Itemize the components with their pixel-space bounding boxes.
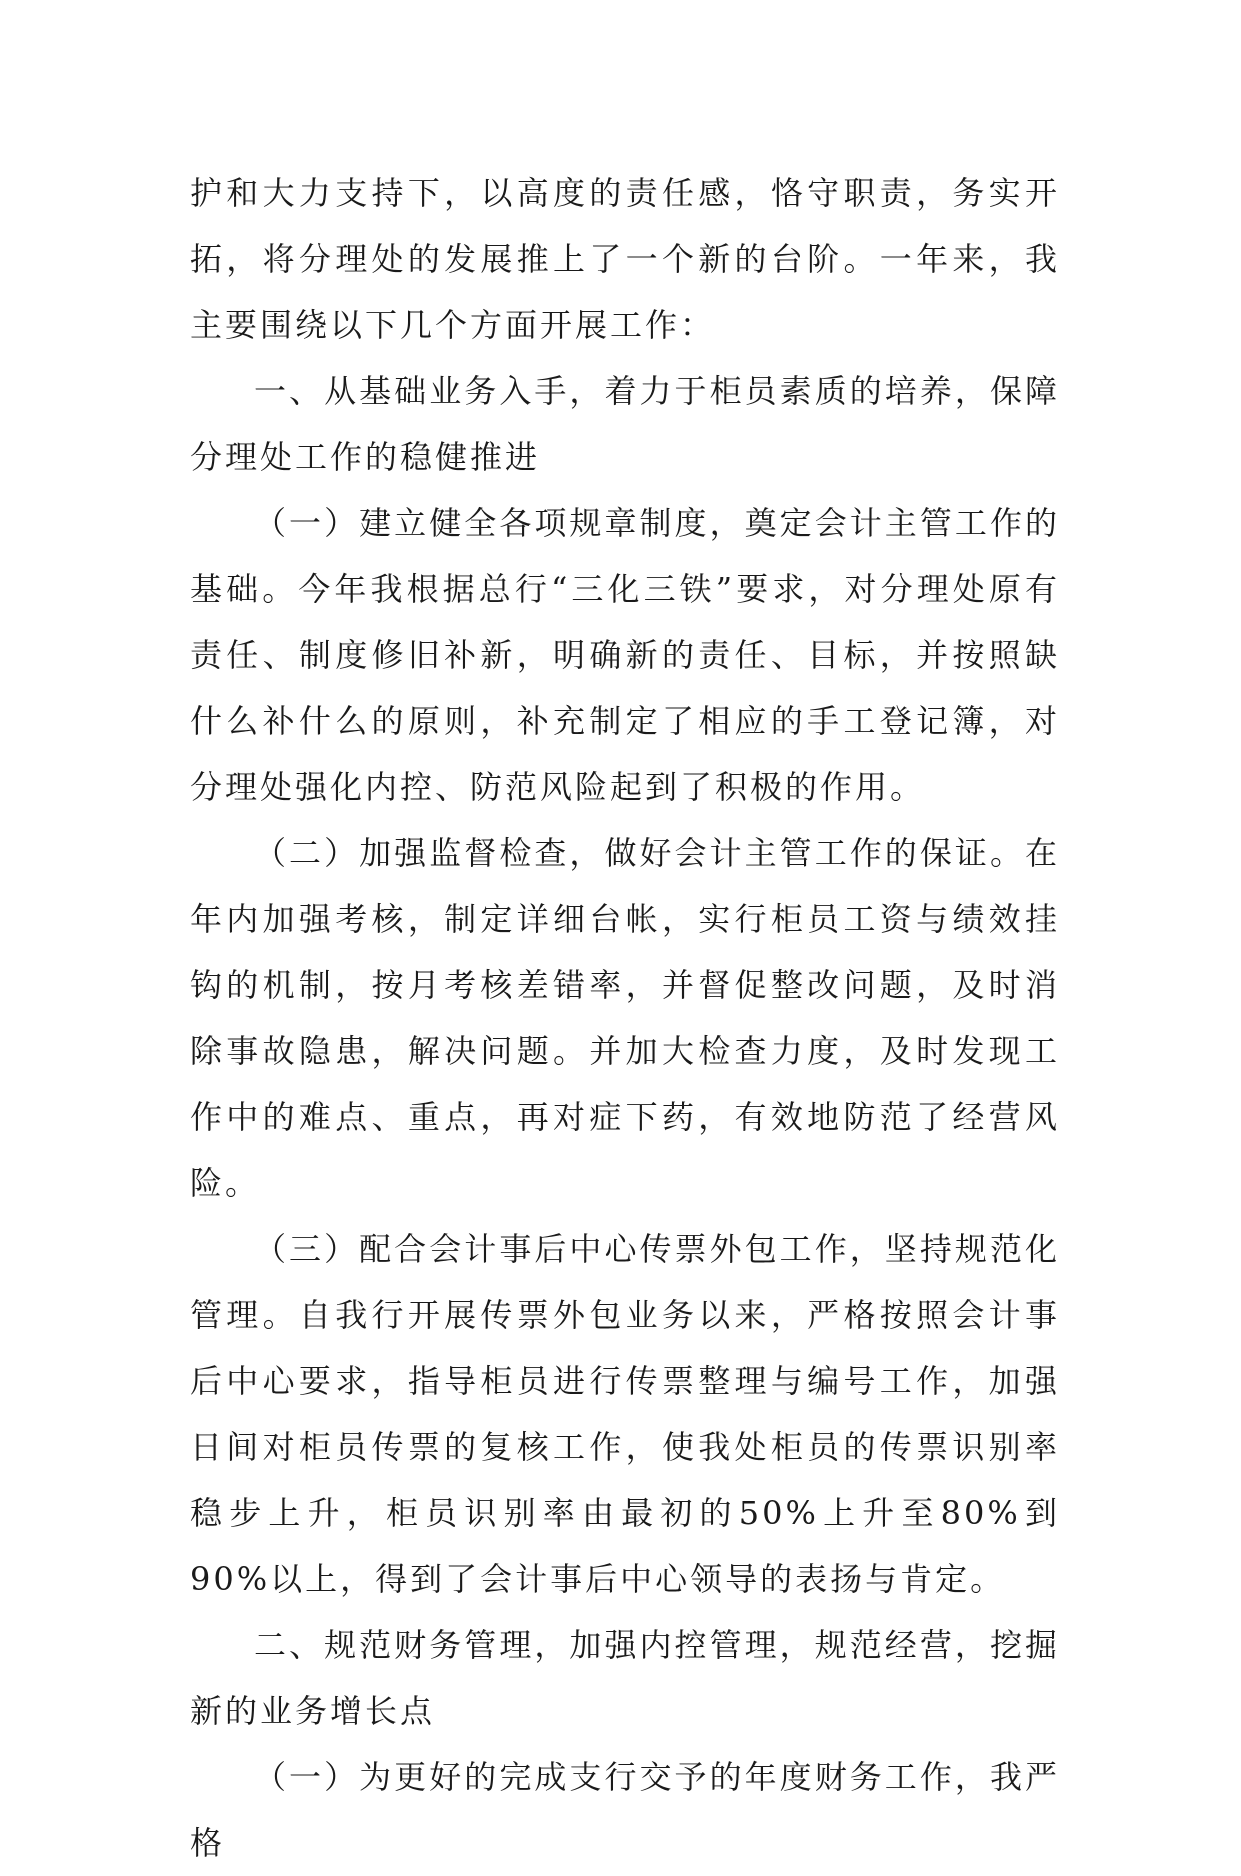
paragraph-1-2: （二）加强监督检查，做好会计主管工作的保证。在年内加强考核，制定详细台帐，实行柜员工资与绩效挂钩的机制，按月考核差错率，并督促整改问题，及时消除事故隐患，解决问题。并加大检查力度，及时发现工作中的难点、重点，再对症下药，有效地防范了经营风险。 — [190, 834, 1060, 1202]
heading-section-2: 二、规范财务管理，加强内控管理，规范经营，挖掘新的业务增长点 — [190, 1626, 1060, 1730]
paragraph-1-1: （一）建立健全各项规章制度，奠定会计主管工作的基础。今年我根据总行“三化三铁”要求，对分理处原有责任、制度修旧补新，明确新的责任、目标，并按照缺什么补什么的原则，补充制定了相应的手工登记簿，对分理处强化内控、防范风险起到了积极的作用。 — [190, 504, 1060, 806]
paragraph-intro: 护和大力支持下，以高度的责任感，恪守职责，务实开拓，将分理处的发展推上了一个新的台阶。一年来，我主要围绕以下几个方面开展工作： — [190, 174, 1060, 344]
paragraph-1-3: （三）配合会计事后中心传票外包工作，坚持规范化管理。自我行开展传票外包业务以来，严格按照会计事后中心要求，指导柜员进行传票整理与编号工作，加强日间对柜员传票的复核工作，使我处柜员的传票识别率稳步上升，柜员识别率由最初的50%上升至80%到90%以上，得到了会计事后中心领导的表扬与肯定。 — [190, 1230, 1060, 1598]
document-body — [190, 160, 1060, 1876]
heading-section-1: 一、从基础业务入手，着力于柜员素质的培养，保障分理处工作的稳健推进 — [190, 372, 1060, 476]
paragraph-2-1: （一）为更好的完成支行交予的年度财务工作，我严格 — [190, 1758, 1060, 1862]
